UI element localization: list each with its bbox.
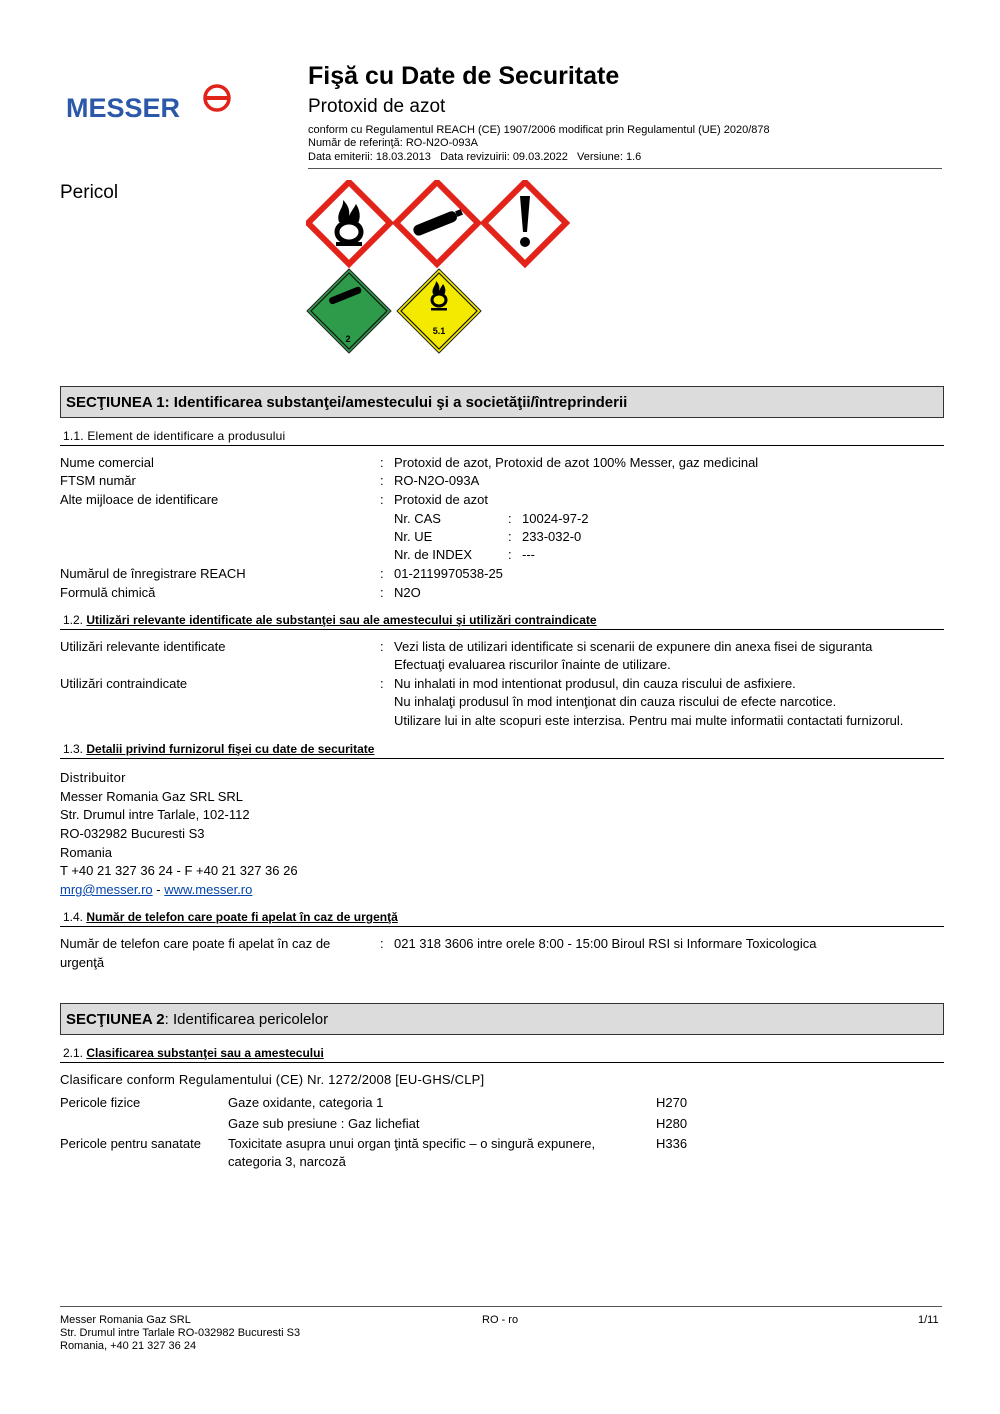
ftsm-number-label: FTSM număr <box>60 473 136 488</box>
section-2-title: : Identificarea pericolelor <box>164 1011 329 1028</box>
colon: : <box>380 455 384 470</box>
signal-word: Pericol <box>60 182 119 203</box>
logo-wordmark: MESSER <box>66 93 181 123</box>
contraindicated-uses-line: Nu inhalaţi produsul în mod intenţionat din cauza riscului de efecte narcotice. <box>394 694 837 709</box>
hazard-statement-code: H336 <box>656 1136 688 1151</box>
classification-description: Toxicitate asupra unui organ ţintă specific – o singură expunere, <box>228 1136 596 1151</box>
hazard-statement-code: H280 <box>656 1116 688 1131</box>
ec-label: Nr. UE <box>394 529 433 544</box>
classification-intro: Clasificare conform Regulamentului (CE) Nr. 1272/2008 [EU-GHS/CLP] <box>60 1072 485 1087</box>
section-1-heading <box>60 386 944 418</box>
classification-description: Gaze oxidante, categoria 1 <box>228 1095 384 1110</box>
reach-number-value: 01-2119970538-25 <box>394 566 503 581</box>
subsection-1-4-heading <box>60 910 944 927</box>
supplier-city: RO-032982 Bucuresti S3 <box>60 826 205 841</box>
subsection-1-3-number: 1.3. <box>63 742 84 756</box>
colon: : <box>508 511 512 526</box>
other-identifiers-label: Alte mijloace de identificare <box>60 492 219 507</box>
supplier-contacts <box>60 882 252 897</box>
regulation-text: conform cu Regulamentul REACH (CE) 1907/2006 modificat prin Regulamentul (UE) 2020/878 <box>308 124 770 136</box>
colon: : <box>380 473 384 488</box>
classification-description: Gaze sub presiune : Gaz lichefiat <box>228 1116 420 1131</box>
subsection-1-2-number: 1.2. <box>63 613 84 627</box>
exclamation-mark-icon <box>484 182 566 264</box>
svg-text:5.1: 5.1 <box>432 326 446 336</box>
contraindicated-uses-label: Utilizări contraindicate <box>60 676 188 691</box>
trade-name-label: Nume comercial <box>60 455 154 470</box>
identified-uses-line: Vezi lista de utilizari identificate si scenarii de expunere din anexa fisei de siguranta <box>394 639 873 654</box>
supplier-website-link[interactable]: www.messer.ro <box>164 882 253 897</box>
reach-number-label: Numărul de înregistrare REACH <box>60 566 246 581</box>
supplier-street: Str. Drumul intre Tarlale, 102-112 <box>60 807 250 822</box>
classification-description-cont: categoria 3, narcoză <box>228 1154 346 1169</box>
subsection-1-2-title: Utilizări relevante identificate ale substanţei sau ale amestecului şi utilizări contraindicate <box>86 613 597 627</box>
document-dates: Data emiterii: 18.03.2013 Data revizuirii: 09.03.2022 Versiune: 1.6 <box>308 151 642 163</box>
ec-value: 233-032-0 <box>522 529 582 544</box>
trade-name-value: Protoxid de azot, Protoxid de azot 100% Messer, gaz medicinal <box>394 455 759 470</box>
gas-cylinder-icon <box>396 182 478 264</box>
emergency-phone-value: 021 318 3606 intre orele 8:00 - 15:00 Biroul RSI si Informare Toxicologica <box>394 936 817 951</box>
contraindicated-uses-line: Utilizare lui in alte scopuri este interzisa. Pentru mai multe informatii contactati furnizorul. <box>394 713 904 728</box>
supplier-country: Romania <box>60 845 113 860</box>
svg-text:2: 2 <box>345 334 351 344</box>
hazard-statement-code: H270 <box>656 1095 688 1110</box>
class-2-gas-label <box>307 269 391 353</box>
chemical-formula-label: Formulă chimică <box>60 585 156 600</box>
colon: : <box>380 566 384 581</box>
classification-category: Pericole pentru sanatate <box>60 1136 201 1151</box>
supplier-name: Messer Romania Gaz SRL SRL <box>60 789 244 804</box>
section-2-number: SECŢIUNEA 2 <box>66 1011 165 1028</box>
document-title: Fişă cu Date de Securitate <box>308 62 620 90</box>
colon: : <box>380 639 384 654</box>
colon: : <box>380 492 384 507</box>
cas-label: Nr. CAS <box>394 511 441 526</box>
index-value: --- <box>522 547 535 562</box>
contraindicated-uses-line: Nu inhalati in mod intentionat produsul, din cauza riscului de asfixiere. <box>394 676 796 691</box>
flame-over-circle-icon <box>308 182 390 264</box>
footer-divider <box>60 1306 942 1307</box>
subsection-1-2-heading <box>60 613 944 630</box>
emergency-phone-label: Număr de telefon care poate fi apelat în caz de <box>60 936 331 951</box>
subsection-1-1-title: 1.1. Element de identificare a produsului <box>63 429 286 443</box>
subsection-2-1-number: 2.1. <box>63 1046 84 1060</box>
subsection-2-1-title: Clasificarea substanţei sau a amestecului <box>86 1046 324 1060</box>
footer-page-number: 1/11 <box>918 1314 939 1326</box>
class-5-1-oxidizer-label <box>397 269 481 353</box>
other-identifiers-value: Protoxid de azot <box>394 492 488 507</box>
chemical-formula-value: N2O <box>394 585 421 600</box>
colon: : <box>508 547 512 562</box>
subsection-1-1-heading <box>60 429 944 446</box>
colon: : <box>380 676 384 691</box>
footer-company: Messer Romania Gaz SRL <box>60 1314 191 1326</box>
emergency-phone-label-cont: urgenţă <box>60 955 105 970</box>
colon: : <box>380 936 384 951</box>
subsection-1-3-heading <box>60 742 944 759</box>
ftsm-number-value: RO-N2O-093A <box>394 473 480 488</box>
distributor-label: Distribuitor <box>60 770 126 785</box>
footer-address: Str. Drumul intre Tarlale RO-032982 Bucuresti S3 <box>60 1327 301 1339</box>
transport-labels <box>306 268 482 354</box>
cas-value: 10024-97-2 <box>522 511 589 526</box>
colon: : <box>380 585 384 600</box>
colon: : <box>508 529 512 544</box>
ghs-pictograms <box>306 180 570 268</box>
reference-number: Număr de referinţă: RO-N2O-093A <box>308 137 478 149</box>
subsection-2-1-heading <box>60 1046 944 1063</box>
section-1-title: : Identificarea substanţei/amestecului şi a societăţii/întreprinderii <box>164 394 628 411</box>
subsection-1-4-title: Număr de telefon care poate fi apelat în caz de urgenţă <box>86 910 398 924</box>
footer-language: RO - ro <box>482 1314 519 1326</box>
messer-logo <box>66 82 236 126</box>
header-divider <box>308 168 942 169</box>
link-separator: - <box>152 882 165 897</box>
section-1-number: SECŢIUNEA 1 <box>66 394 165 411</box>
supplier-email-link[interactable]: mrg@messer.ro <box>60 882 153 897</box>
product-name: Protoxid de azot <box>308 96 446 117</box>
supplier-phone-fax: T +40 21 327 36 24 - F +40 21 327 36 26 <box>60 863 298 878</box>
classification-category: Pericole fizice <box>60 1095 141 1110</box>
footer-contact: Romania, +40 21 327 36 24 <box>60 1340 197 1352</box>
messer-logo-icon <box>201 82 233 114</box>
subsection-1-4-number: 1.4. <box>63 910 84 924</box>
section-2-heading <box>60 1003 944 1035</box>
identified-uses-line: Efectuaţi evaluarea riscurilor înainte de utilizare. <box>394 657 671 672</box>
index-label: Nr. de INDEX <box>394 547 473 562</box>
subsection-1-3-title: Detalii privind furnizorul fişei cu date de securitate <box>86 742 375 756</box>
identified-uses-label: Utilizări relevante identificate <box>60 639 226 654</box>
